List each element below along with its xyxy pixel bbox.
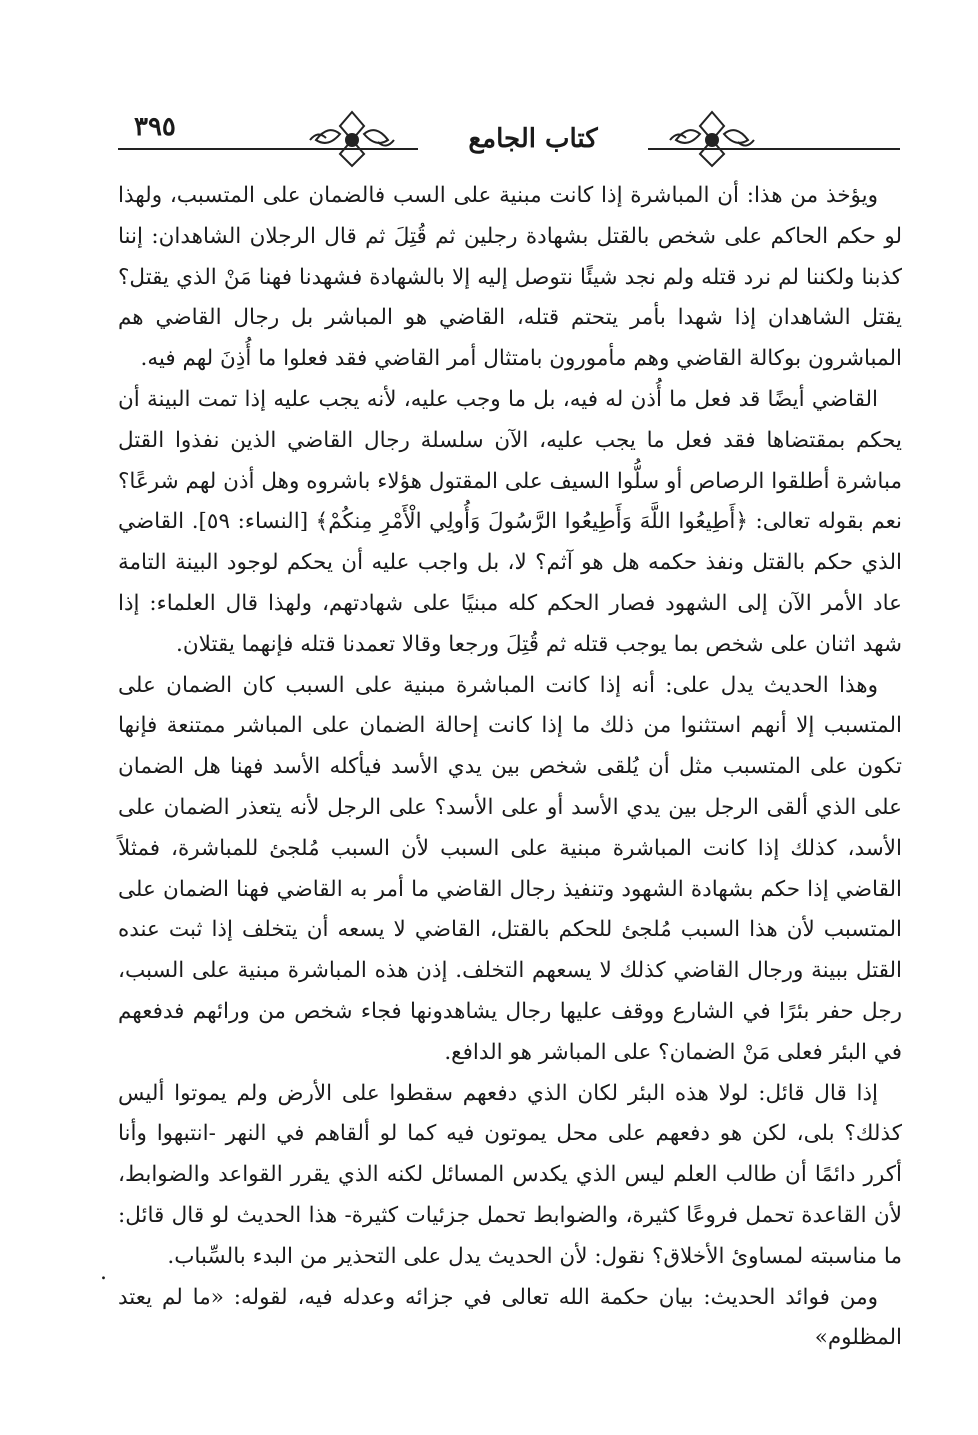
- page-body: [118, 176, 902, 1359]
- ornament-right-icon: [666, 108, 758, 168]
- page-header: [118, 108, 900, 172]
- paragraph: إذا قال قائل: لولا هذه البئر لكان الذي دفعهم سقطوا على الأرض ولم يموتوا أليس كذلك؟ بلى، لكن هو دفعهم على محل يموتون فيه كما لو ألقاهم في النهر -انتبهوا وأنا أكرر دائمًا أن طالب العلم ليس الذي يكدس المسائل لكنه الذي يقرر القواعد والضوابط، لأن القاعدة تحمل فروعًا كثيرة، والضوابط تحمل جزئيات كثيرة- هذا الحديث لو قال قائل: ما مناسبته لمساوئ الأخلاق؟ نقول: لأن الحديث يدل على التحذير من البدء بالسِّباب.: [118, 1080, 902, 1269]
- paragraph: القاضي أيضًا قد فعل ما أُذن له فيه، بل ما وجب عليه، لأنه يجب عليه إذا تمت البينة أن يحكم بمقتضاها فقد فعل ما يجب عليه، الآن سلسلة رجال القاضي الذين نفذوا القتل مباشرة أطلقوا الرصاص أو سلُّوا السيف على المقتول هؤلاء باشروه وهل أذن لهم شرعًا؟ نعم بقوله تعالى: ﴿أَطِيعُوا اللَّهَ وَأَطِيعُوا الرَّسُولَ وَأُولِي الْأَمْرِ مِنكُمْ﴾ [النساء: ٥٩]. القاضي الذي حكم بالقتل ونفذ حكمه هل هو آثم؟ لا، بل واجب عليه أن يحكم لوجود البينة التامة عاد الأمر الآن إلى الشهود فصار الحكم كله مبنيًا على شهادتهم، ولهذا قال العلماء: إذا شهد اثنان على شخص بما يوجب قتله ثم قُتِلَ ورجعا وقالا تعمدنا قتله فإنهما يقتلان.: [118, 386, 902, 657]
- book-title: كتاب الجامع: [418, 124, 648, 154]
- paragraph: ويؤخذ من هذا: أن المباشرة إذا كانت مبنية على السب فالضمان على المتسبب، ولهذا لو حكم الحاكم على شخص بالقتل بشهادة رجلين ثم قُتِلَ ثم قال الرجلان الشاهدان: إننا كذبنا ولكننا لم نرد قتله ولم نجد شيئًا نتوصل إليه إلا بالشهادة فشهدنا فهنا مَنْ الذي يقتل؟ يقتل الشاهدان إذا شهدا بأمر يتحتم قتله، القاضي هو المباشر بل رجال القاضي هم المباشرون بوكالة القاضي وهم مأمورون بامتثال أمر القاضي فقد فعلوا ما أُذِنَ لهم فيه.: [118, 183, 902, 372]
- paragraph: وهذا الحديث يدل على: أنه إذا كانت المباشرة مبنية على السبب كان الضمان على المتسبب إلا أنهم استثنوا من ذلك ما إذا كانت إحالة الضمان على المباشر ممتنعة فإنها تكون على المتسبب مثل أن يُلقى شخص بين يدي الأسد فيأكله الأسد فهنا هل الضمان على الذي ألقى الرجل بين يدي الأسد أو على الأسد؟ على الرجل لأنه يتعذر الضمان على الأسد، كذلك إذا كانت المباشرة مبنية على السبب لأن السبب مُلجئ للمباشرة، فمثلاً القاضي إذا حكم بشهادة الشهود وتنفيذ رجال القاضي ما أمر به القاضي فهنا الضمان على المتسبب لأن هذا السبب مُلجئ للحكم بالقتل، القاضي لا يسعه أن يتخلف إذا ثبت عنده القتل ببينة ورجال القاضي كذلك لا يسعهم التخلف. إذن هذه المباشرة مبنية على السبب، رجل حفر بئرًا في الشارع ووقف عليها رجال يشاهدونها فجاء شخص من ورائهم فدفعهم في البئر فعلى مَنْ الضمان؟ على المباشر هو الدافع.: [118, 672, 902, 1065]
- margin-dot: .: [100, 1260, 107, 1285]
- paragraph: ومن فوائد الحديث: بيان حكمة الله تعالى في جزائه وعدله فيه، لقوله: «ما لم يعتد المظلوم»: [118, 1284, 902, 1351]
- page-number: ٣٩٥: [130, 112, 180, 142]
- ornament-left-icon: [306, 108, 398, 168]
